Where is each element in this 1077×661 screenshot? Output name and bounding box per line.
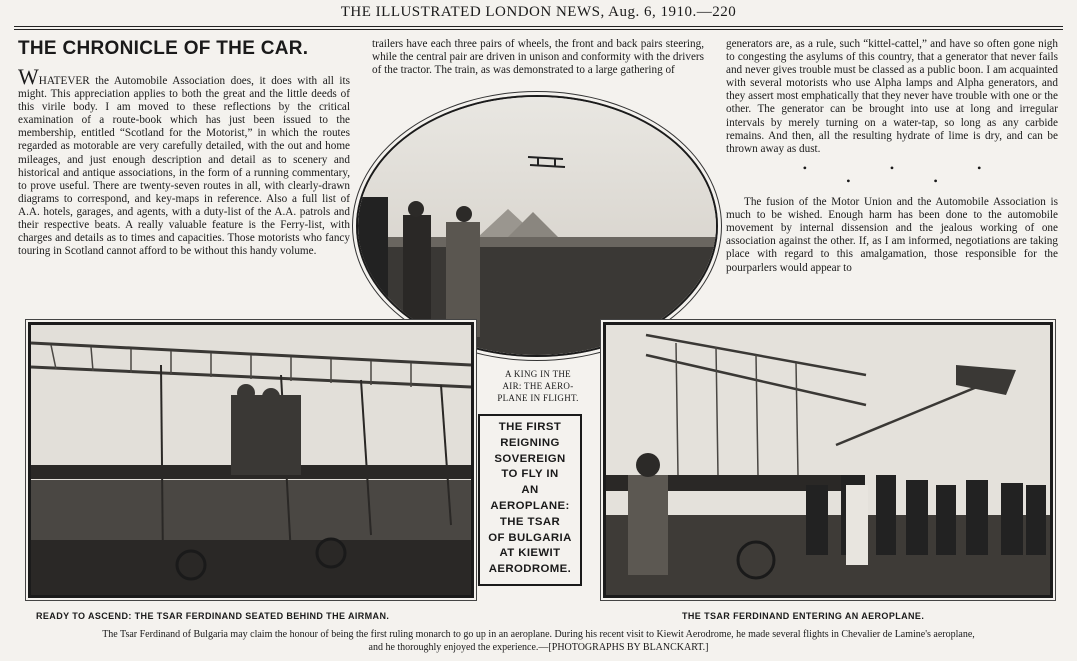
- boxed-caption-line: SOVEREIGN: [494, 452, 566, 465]
- boxed-caption-line: THE TSAR: [499, 515, 561, 528]
- boxed-caption-line: AN: [521, 484, 539, 497]
- masthead-rule-2: [14, 29, 1063, 30]
- caption-line: PLANE IN FLIGHT.: [497, 393, 579, 403]
- dropcap: W: [18, 64, 39, 89]
- footer-line: and he thoroughly enjoyed the experience.—[PHOTOGRAPHS BY BLANCKART.]: [368, 642, 709, 653]
- masthead-rule: [14, 26, 1063, 27]
- column-left: [18, 64, 350, 258]
- boxed-caption-line: AT KIEWIT: [499, 547, 561, 560]
- boxed-caption-line: REIGNING: [500, 436, 560, 449]
- section-divider: • • • • •: [802, 160, 1022, 188]
- boxed-caption-line: TO FLY IN: [501, 468, 559, 481]
- paragraph: trailers have each three pairs of wheels, the front and back pairs steering, while the central pair are driven in unison and conformity with the drivers of the tractor. The train, as was demonstrated to a large gathering of: [372, 38, 704, 77]
- photo-aeroplane-in-flight: [356, 95, 718, 357]
- photo-tsar-entering-aeroplane: [603, 322, 1053, 598]
- caption-line: A KING IN THE: [505, 369, 571, 379]
- headline: THE CHRONICLE OF THE CAR.: [18, 38, 309, 59]
- boxed-caption-line: AEROPLANE:: [490, 499, 570, 512]
- column-middle: [372, 38, 704, 77]
- paragraph: [18, 64, 350, 258]
- paragraph: generators are, as a rule, such “kittel-cattel,” and have so often gone nigh to congesting the asylums of this country, that a generator that never fails and never gives trouble must be classed as a public boon. I am acquainted with several motorists who use Alpha lamps and Alpha generators, and they assert most emphatically that they never have trouble with one or the other. The generator can be brought into use at long and irregular intervals by merely turning on a water-tap, so long as any carbide remains. And then, all the resulting hydrate of lime is dry, and can be thrown away as dust.: [726, 38, 1058, 155]
- footer-line: The Tsar Ferdinand of Bulgaria may claim the honour of being the first ruling monarch to go up in an aeroplane. During his recent visit to Kiewit Aerodrome, he made several flights in Chevalier de Lamine's aeroplane,: [102, 629, 975, 640]
- paragraph-text: HATEVER the Automobile Association does, it does with all its might. This appreciation applies to both the great and the little deeds of this virile body. I am moved to these reflections by the critical examination of a route-book which has just been issued to the membership, entitled “Scotland for the Motorist,” in which the routes regarded as motorable are very carefully detailed, with the out and home mileages, and just enough description and detail as to scenery and historical and antique associations, in the form of a running commentary, to prove useful. There are twenty-seven routes in all, with clearly-drawn diagrams to correspond, and key-maps in reference. Also a full list of A.A. hotels, garages, and agents, with a duty-list of the A.A. patrols and their respective beats. A really valuable feature is the Ferry-list, with charges and details as to times and capacities. Those motorists who fancy touring in Scotland cannot afford to be without this handy volume.: [18, 75, 350, 258]
- boxed-caption-line: THE FIRST: [498, 421, 562, 433]
- masthead: THE ILLUSTRATED LONDON NEWS, Aug. 6, 1910.—220: [340, 4, 737, 20]
- boxed-caption: [478, 414, 582, 586]
- right-photo-caption: THE TSAR FERDINAND ENTERING AN AEROPLANE.: [682, 611, 925, 621]
- left-photo-caption: READY TO ASCEND: THE TSAR FERDINAND SEATED BEHIND THE AIRMAN.: [36, 611, 390, 621]
- oval-photo-caption: [478, 368, 598, 404]
- footer-caption: [14, 628, 1063, 654]
- caption-line: AIR: THE AERO-: [502, 381, 574, 391]
- boxed-caption-line: OF BULGARIA: [488, 531, 572, 544]
- paragraph: The fusion of the Motor Union and the Automobile Association is much to be wished. Enough harm has been done to the automobile movement by internal dissension and the jealous working of one association against the other. If, as I am informed, negotiations are taking place with regard to this amalgamation, those responsible for the pourparlers would appear to: [726, 196, 1058, 274]
- boxed-caption-line: AERODROME.: [488, 563, 572, 576]
- photo-ready-to-ascend: [28, 322, 474, 598]
- column-right: [726, 38, 1058, 275]
